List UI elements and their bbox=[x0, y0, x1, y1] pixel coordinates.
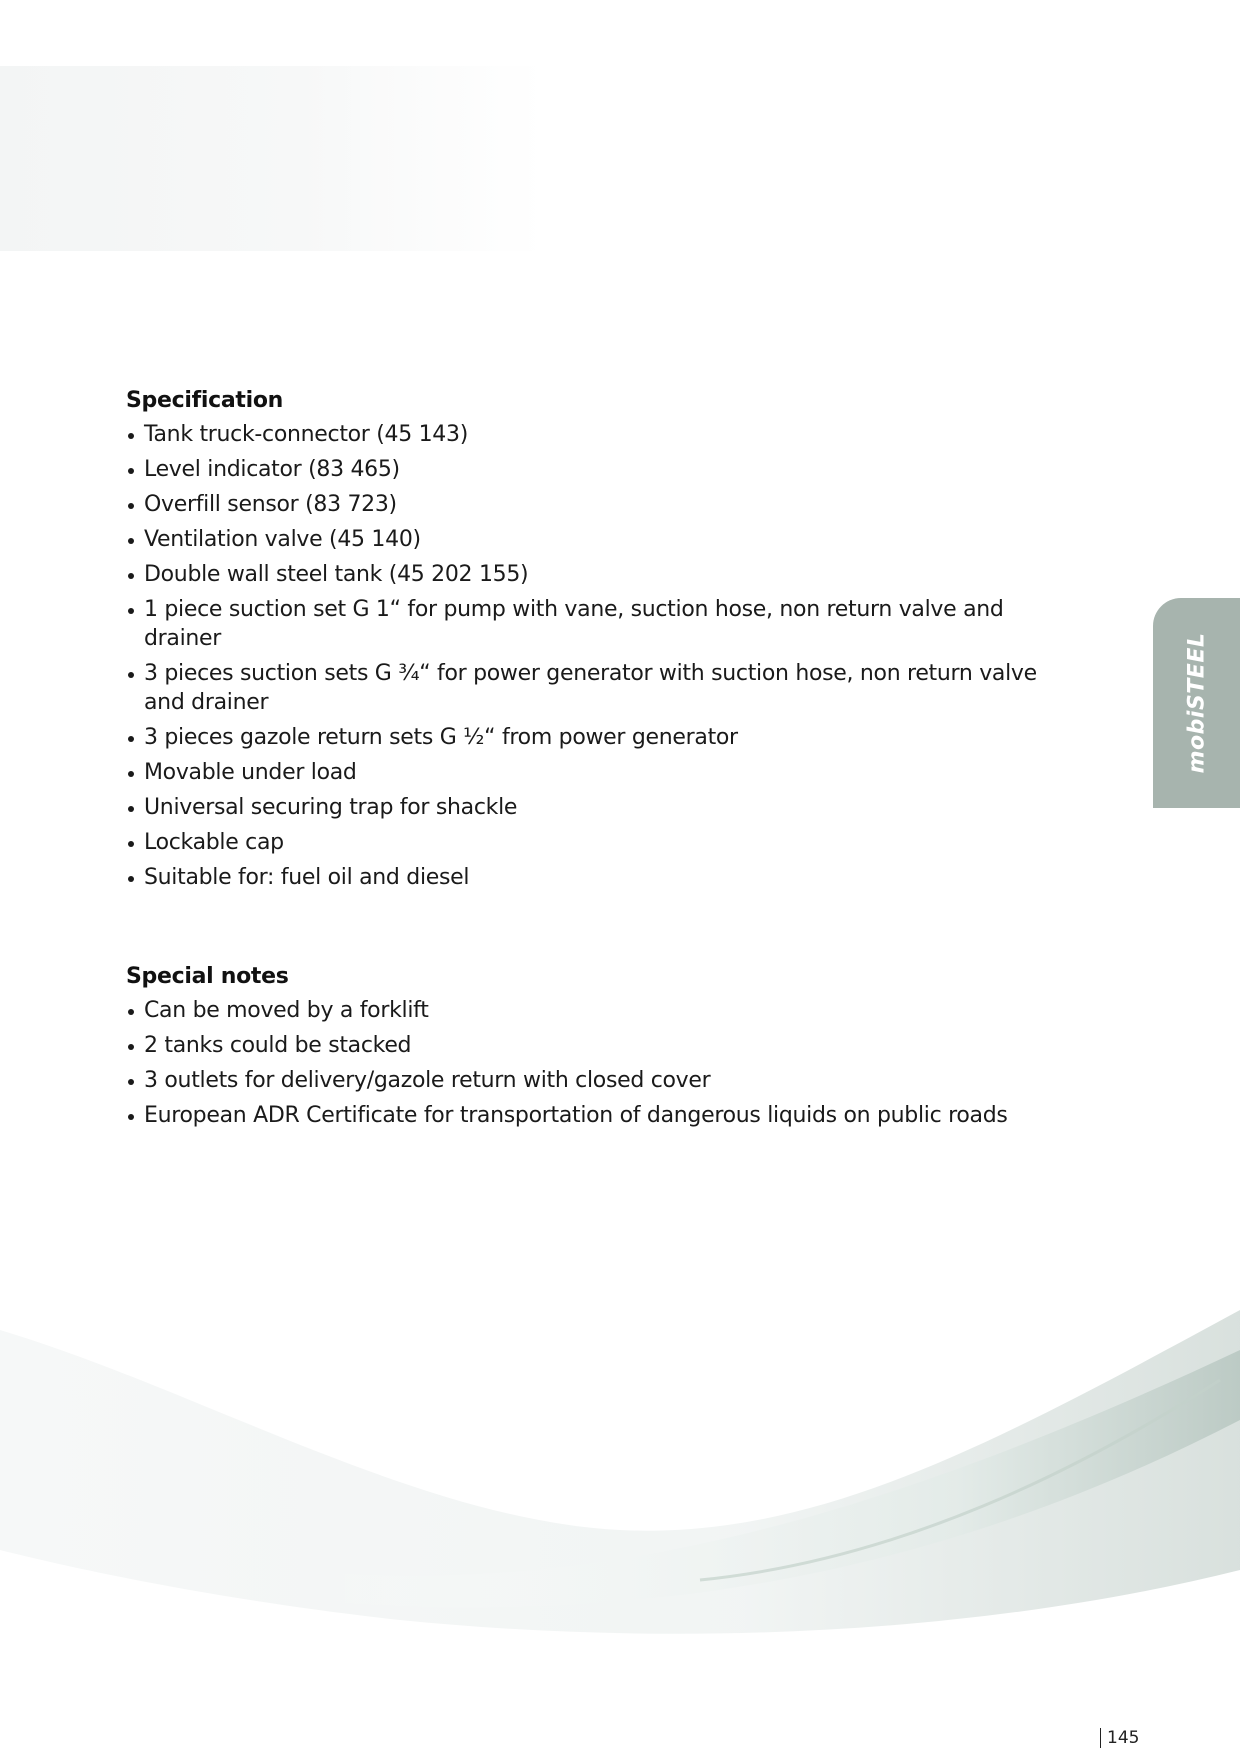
list-item: 3 pieces gazole return sets G ½“ from power generator bbox=[126, 723, 1076, 752]
side-tab-label: mobiSTEEL bbox=[1184, 632, 1209, 774]
list-item: Overfill sensor (83 723) bbox=[126, 490, 1076, 519]
header-image-placeholder bbox=[0, 66, 545, 251]
list-item: Double wall steel tank (45 202 155) bbox=[126, 560, 1076, 589]
list-item: Universal securing trap for shackle bbox=[126, 793, 1076, 822]
section-side-tab bbox=[1153, 598, 1240, 808]
list-item: Lockable cap bbox=[126, 828, 1076, 857]
list-item: 1 piece suction set G 1“ for pump with vane, suction hose, non return valve and drainer bbox=[126, 595, 1076, 653]
list-item: European ADR Certificate for transportation of dangerous liquids on public roads bbox=[126, 1101, 1076, 1130]
specification-title: Specification bbox=[126, 388, 284, 413]
list-item: 3 outlets for delivery/gazole return with closed cover bbox=[126, 1066, 1076, 1095]
list-item: 3 pieces suction sets G ¾“ for power generator with suction hose, non return valve and drainer bbox=[126, 659, 1076, 717]
specification-list bbox=[126, 420, 1076, 892]
list-item: Tank truck-connector (45 143) bbox=[126, 420, 1076, 449]
list-item: Can be moved by a forklift bbox=[126, 996, 1076, 1025]
list-item: Movable under load bbox=[126, 758, 1076, 787]
water-splash-decoration bbox=[0, 1270, 1240, 1650]
special-notes-section bbox=[126, 962, 1076, 1130]
list-item: Ventilation valve (45 140) bbox=[126, 525, 1076, 554]
specification-section bbox=[126, 386, 1076, 892]
list-item: 2 tanks could be stacked bbox=[126, 1031, 1076, 1060]
list-item: Suitable for: fuel oil and diesel bbox=[126, 863, 1076, 892]
special-notes-list bbox=[126, 996, 1076, 1130]
list-item: Level indicator (83 465) bbox=[126, 455, 1076, 484]
main-content bbox=[126, 386, 1076, 1136]
special-notes-title: Special notes bbox=[126, 964, 289, 989]
page-number: 145 bbox=[1100, 1728, 1139, 1748]
